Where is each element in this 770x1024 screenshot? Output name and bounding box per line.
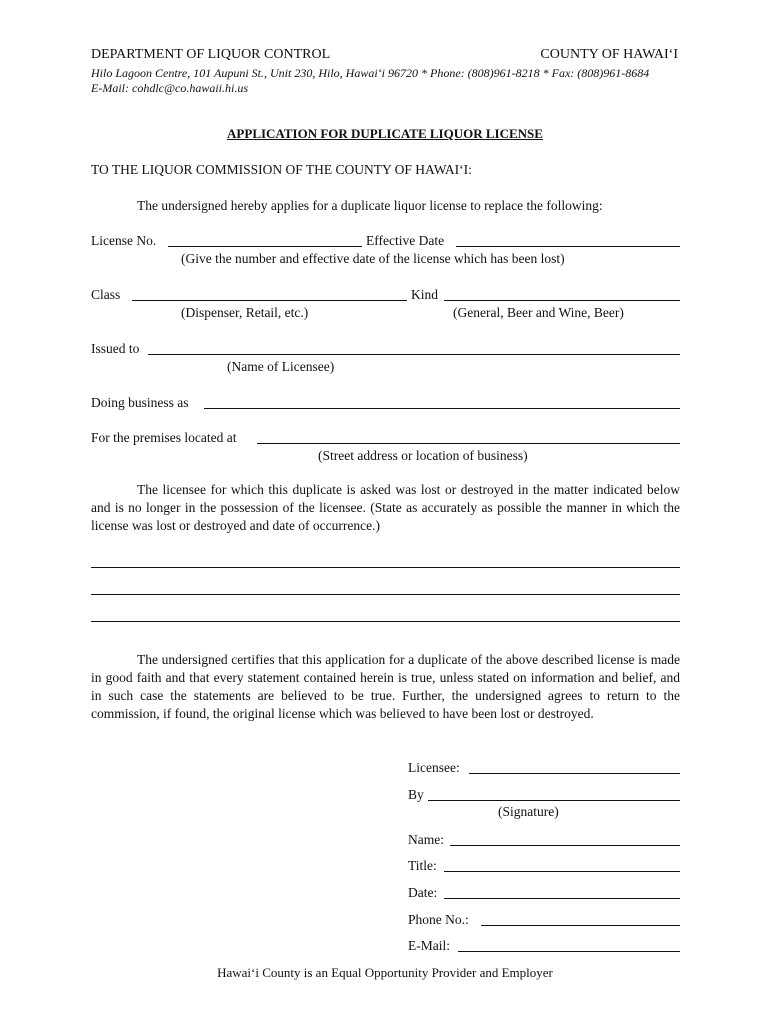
- date-label: Date:: [408, 885, 438, 900]
- county-name: COUNTY OF HAWAI‘I: [540, 47, 678, 62]
- licensee-field[interactable]: [469, 773, 680, 774]
- effective-date-label: Effective Date: [366, 233, 445, 248]
- form-title: APPLICATION FOR DUPLICATE LIQUOR LICENSE: [227, 126, 543, 141]
- phone-label: Phone No.:: [408, 912, 469, 927]
- license-hint: (Give the number and effective date of the license which has been lost): [181, 251, 565, 266]
- name-label: Name:: [408, 832, 444, 847]
- name-field[interactable]: [450, 845, 680, 846]
- certify-paragraph: The undersigned certifies that this application for a duplicate of the above described license is made in good faith and that every statement contained herein is true, unless stated on information and belief, and in such case the statements are believed to be true. Further, the undersigned agrees to return to the commission, if found, the original license which was believed to have been lost or destroyed.: [91, 652, 680, 721]
- department-name: DEPARTMENT OF LIQUOR CONTROL: [91, 47, 331, 62]
- doing-business-field[interactable]: [204, 408, 680, 409]
- email-field[interactable]: [458, 951, 680, 952]
- office-email: E-Mail: cohdlc@co.hawaii.hi.us: [91, 81, 249, 95]
- kind-field[interactable]: [444, 300, 680, 301]
- intro-text: The undersigned hereby applies for a duplicate liquor license to replace the following:: [137, 198, 603, 213]
- issued-hint: (Name of Licensee): [227, 359, 335, 374]
- premises-field[interactable]: [257, 443, 680, 444]
- addressee: TO THE LIQUOR COMMISSION OF THE COUNTY OF HAWAI‘I:: [91, 162, 472, 177]
- email-label: E-Mail:: [408, 938, 450, 953]
- premises-hint: (Street address or location of business): [318, 448, 528, 463]
- office-address: Hilo Lagoon Centre, 101 Aupuni St., Unit 230, Hilo, Hawai‘i 96720 * Phone: (808)961-8218 * Fax: (808)961-8684: [91, 66, 650, 80]
- explanation-line-3[interactable]: [91, 621, 680, 622]
- title-field[interactable]: [444, 871, 680, 872]
- title-label: Title:: [408, 858, 437, 873]
- footer-note: Hawai‘i County is an Equal Opportunity Provider and Employer: [217, 965, 553, 980]
- signature-hint: (Signature): [498, 804, 559, 819]
- effective-date-field[interactable]: [456, 246, 680, 247]
- kind-hint: (General, Beer and Wine, Beer): [453, 305, 624, 320]
- explanation-line-1[interactable]: [91, 567, 680, 568]
- doing-business-label: Doing business as: [91, 395, 189, 410]
- date-field[interactable]: [444, 898, 680, 899]
- class-label: Class: [91, 287, 121, 302]
- lost-paragraph: The licensee for which this duplicate is asked was lost or destroyed in the matter indicated below and is no longer in the possession of the licensee. (State as accurately as possible the manner in which the license was lost or destroyed and date of occurrence.): [91, 482, 680, 533]
- class-hint: (Dispenser, Retail, etc.): [181, 305, 309, 320]
- licensee-label: Licensee:: [408, 760, 460, 775]
- by-label: By: [408, 787, 424, 802]
- phone-field[interactable]: [481, 925, 680, 926]
- signature-field[interactable]: [428, 800, 680, 801]
- kind-label: Kind: [411, 287, 438, 302]
- explanation-line-2[interactable]: [91, 594, 680, 595]
- class-field[interactable]: [132, 300, 407, 301]
- license-no-label: License No.: [91, 233, 157, 248]
- issued-to-label: Issued to: [91, 341, 140, 356]
- license-no-field[interactable]: [168, 246, 362, 247]
- premises-label: For the premises located at: [91, 430, 237, 445]
- issued-to-field[interactable]: [148, 354, 680, 355]
